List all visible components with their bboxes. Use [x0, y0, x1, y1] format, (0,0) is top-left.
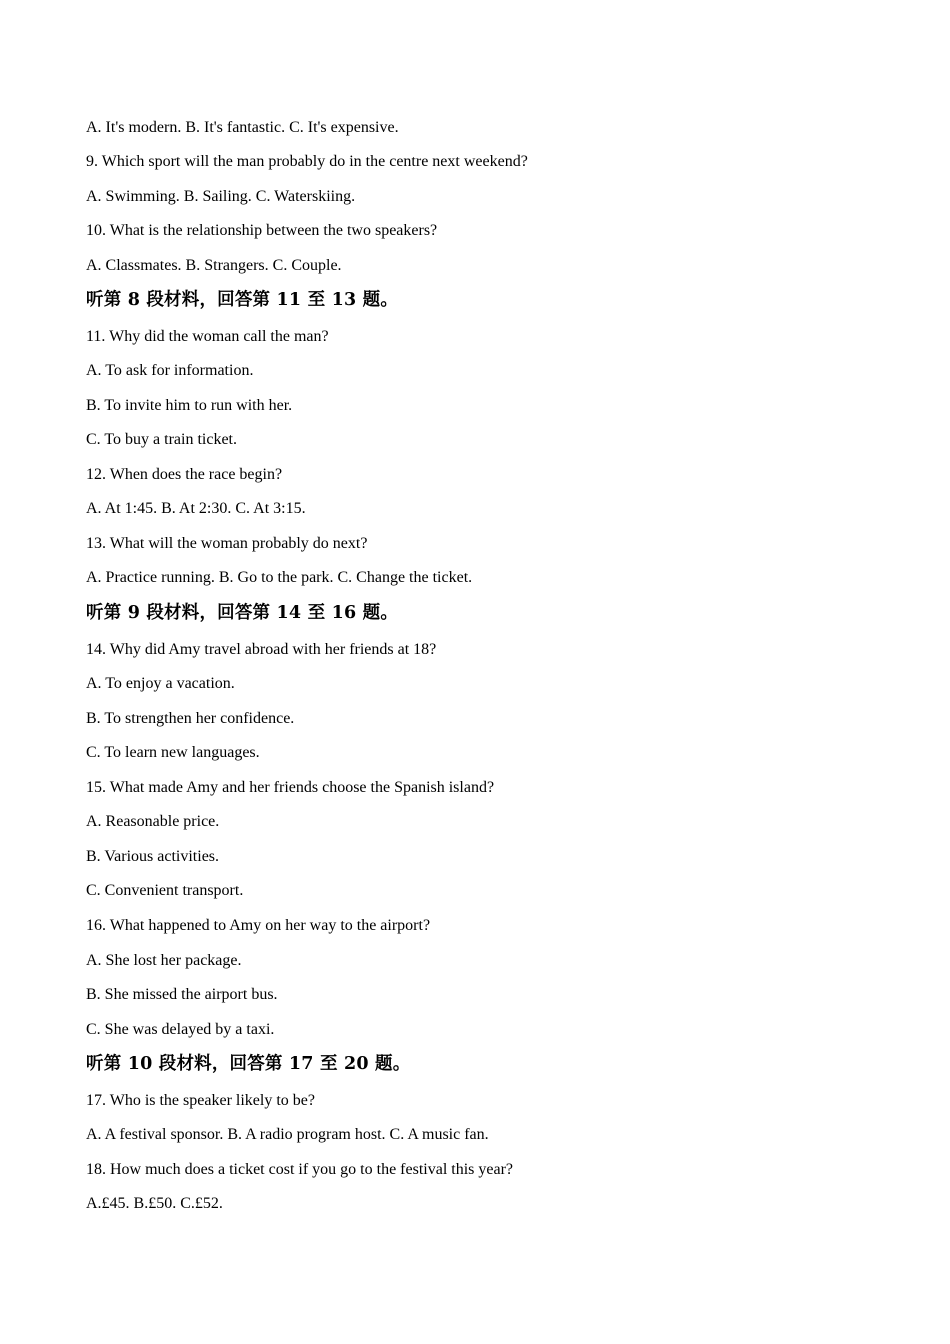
- question-9: 9. Which sport will the man probably do in the centre next weekend?: [86, 153, 528, 170]
- answer-options: A. At 1:45. B. At 2:30. C. At 3:15.: [86, 500, 306, 517]
- answer-options: A. A festival sponsor. B. A radio program host. C. A music fan.: [86, 1126, 489, 1143]
- question-18: 18. How much does a ticket cost if you go to the festival this year?: [86, 1161, 514, 1178]
- answer-option-b: B. She missed the airport bus.: [86, 986, 278, 1003]
- section-heading-9: 听第 9 段材料，回答第 14 至 16 题。: [86, 603, 399, 623]
- answer-option-a: A. Reasonable price.: [86, 813, 220, 830]
- answer-option-a: A. To enjoy a vacation.: [86, 675, 235, 692]
- answer-options: A. It's modern. B. It's fantastic. C. It's expensive.: [86, 119, 399, 136]
- section-heading-8: 听第 8 段材料，回答第 11 至 13 题。: [86, 290, 399, 310]
- answer-option-b: B. To invite him to run with her.: [86, 397, 293, 414]
- answer-options: A. Practice running. B. Go to the park. C. Change the ticket.: [86, 569, 473, 586]
- answer-option-a: A. She lost her package.: [86, 952, 242, 969]
- answer-option-c: C. To learn new languages.: [86, 744, 260, 761]
- question-10: 10. What is the relationship between the two speakers?: [86, 222, 438, 239]
- answer-option-b: B. To strengthen her confidence.: [86, 710, 295, 727]
- answer-option-c: C. Convenient transport.: [86, 882, 244, 899]
- section-heading-10: 听第 10 段材料，回答第 17 至 20 题。: [86, 1054, 411, 1074]
- question-16: 16. What happened to Amy on her way to the airport?: [86, 917, 431, 934]
- question-15: 15. What made Amy and her friends choose the Spanish island?: [86, 779, 495, 796]
- question-14: 14. Why did Amy travel abroad with her friends at 18?: [86, 641, 437, 658]
- answer-options: A. Swimming. B. Sailing. C. Waterskiing.: [86, 188, 356, 205]
- question-11: 11. Why did the woman call the man?: [86, 328, 329, 345]
- answer-options: A.£45. B.£50. C.£52.: [86, 1195, 223, 1212]
- answer-options: A. Classmates. B. Strangers. C. Couple.: [86, 257, 342, 274]
- answer-option-c: C. She was delayed by a taxi.: [86, 1021, 275, 1038]
- answer-option-a: A. To ask for information.: [86, 362, 254, 379]
- question-17: 17. Who is the speaker likely to be?: [86, 1092, 315, 1109]
- question-13: 13. What will the woman probably do next?: [86, 535, 368, 552]
- answer-option-c: C. To buy a train ticket.: [86, 431, 237, 448]
- answer-option-b: B. Various activities.: [86, 848, 220, 865]
- question-12: 12. When does the race begin?: [86, 466, 283, 483]
